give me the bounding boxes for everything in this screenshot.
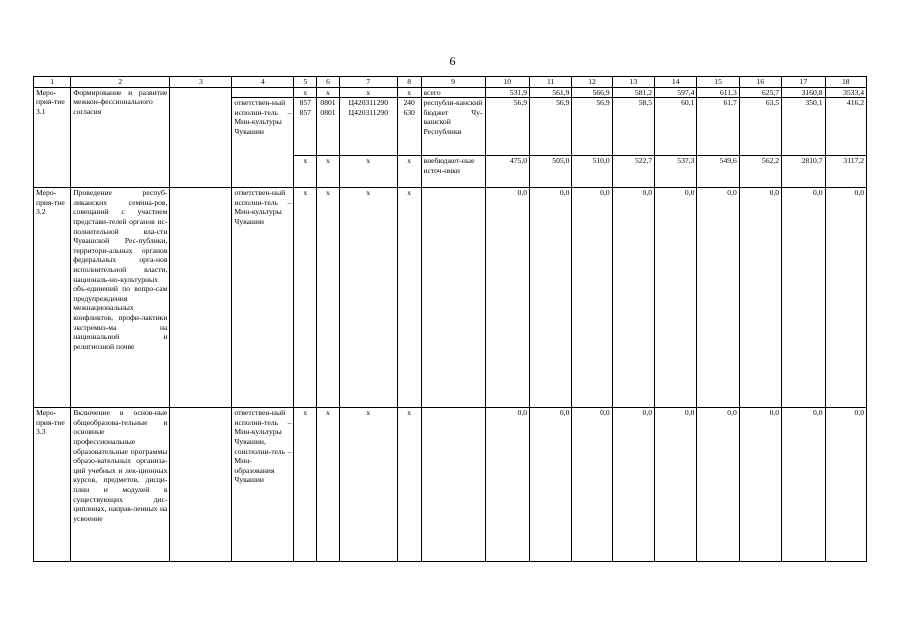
- budget-code-cell: 240 630: [397, 98, 421, 156]
- value-cell: 510,0: [572, 156, 612, 188]
- header-cell: 16: [739, 77, 781, 88]
- value-cell: 549,6: [697, 156, 739, 188]
- budget-code-cell: x: [294, 188, 317, 408]
- budget-code-cell: x: [317, 188, 340, 408]
- executor: ответствен-ный исполни-тель – Мин-культуры Чувашии: [232, 98, 294, 188]
- measure-name: Проведение респуб-ликанских семина-ров, совещаний с участием представи-телей органов ис-полнительной вла-сти Чувашской Рес-публики, территори-альных органов федеральных орга-нов исполнительной власти, националь-но-культурных объ-единений по вопро-сам предупреждения межнациональных конфликтов, профи-лактики экстремиз-ма на национальной и религиозной почве: [71, 188, 170, 408]
- value-cell: 0,0: [572, 408, 612, 562]
- value-cell: 537,3: [655, 156, 697, 188]
- empty-cell: [170, 408, 232, 562]
- value-cell: 61,7: [697, 98, 739, 156]
- funding-source: всего: [421, 87, 485, 98]
- budget-code-cell: x: [339, 156, 397, 188]
- budget-code-cell: x: [339, 408, 397, 562]
- value-cell: 0,0: [485, 188, 529, 408]
- value-cell: 0,0: [572, 188, 612, 408]
- empty-cell: [232, 87, 294, 98]
- value-cell: 0,0: [485, 408, 529, 562]
- budget-code-cell: x: [339, 87, 397, 98]
- funding-source: [421, 188, 485, 408]
- header-cell: 11: [530, 77, 572, 88]
- value-cell: 416,2: [825, 98, 866, 156]
- value-cell: 0,0: [530, 188, 572, 408]
- value-cell: 625,7: [739, 87, 781, 98]
- value-cell: 561,9: [530, 87, 572, 98]
- value-cell: 56,9: [530, 98, 572, 156]
- value-cell: 0,0: [739, 188, 781, 408]
- funding-source: внебюджет-ные источ-ники: [421, 156, 485, 188]
- header-cell: 6: [317, 77, 340, 88]
- budget-code-cell: x: [339, 188, 397, 408]
- header-cell: 7: [339, 77, 397, 88]
- value-cell: 522,7: [612, 156, 654, 188]
- executor: ответствен-ный исполни-тель – Мин-культуры Чувашии, соисполни-тель – Мин-образования Чувашии: [232, 408, 294, 562]
- measure-3-1-total-row: [34, 87, 867, 98]
- value-cell: 0,0: [530, 408, 572, 562]
- measure-3-3-row: [34, 408, 867, 562]
- header-cell: 17: [782, 77, 825, 88]
- value-cell: 0,0: [782, 188, 825, 408]
- header-cell: 15: [697, 77, 739, 88]
- value-cell: 0,0: [825, 408, 866, 562]
- value-cell: 0,0: [612, 188, 654, 408]
- value-cell: 63,5: [739, 98, 781, 156]
- value-cell: 0,0: [825, 188, 866, 408]
- value-cell: 531,9: [485, 87, 529, 98]
- value-cell: 611,3: [697, 87, 739, 98]
- budget-code-cell: x: [317, 87, 340, 98]
- budget-code-cell: Ц420311290 Ц420311290: [339, 98, 397, 156]
- value-cell: 0,0: [782, 408, 825, 562]
- budget-code-cell: x: [397, 87, 421, 98]
- value-cell: 3160,8: [782, 87, 825, 98]
- header-cell: 3: [170, 77, 232, 88]
- budget-code-cell: x: [294, 156, 317, 188]
- measure-name: Включение в основ-ные общеобразова-тельные и основные профессиональные образовательные программы образо-вательных организа-ций учебных и лек-ционных курсов, предметов, дисци-плин и модулей в существующих дис-циплинах, направ-ленных на усвоение: [71, 408, 170, 562]
- value-cell: 597,4: [655, 87, 697, 98]
- header-cell: 4: [232, 77, 294, 88]
- header-cell: 9: [421, 77, 485, 88]
- measure-code: Меро-прия-тие 3.3: [34, 408, 71, 562]
- budget-code-cell: x: [294, 408, 317, 562]
- value-cell: 56,9: [485, 98, 529, 156]
- budget-code-cell: x: [397, 188, 421, 408]
- value-cell: 0,0: [697, 188, 739, 408]
- measure-name: Формирование и развитие межкон-фессионального согласия: [71, 87, 170, 188]
- value-cell: 350,1: [782, 98, 825, 156]
- executor: ответствен-ный исполни-тель – Мин-культуры Чувашии: [232, 188, 294, 408]
- value-cell: 3117,2: [825, 156, 866, 188]
- budget-code-cell: 857 857: [294, 98, 317, 156]
- budget-code-cell: x: [317, 408, 340, 562]
- value-cell: 3533,4: [825, 87, 866, 98]
- empty-cell: [170, 188, 232, 408]
- value-cell: 0,0: [739, 408, 781, 562]
- value-cell: 60,1: [655, 98, 697, 156]
- value-cell: 56,9: [572, 98, 612, 156]
- value-cell: 58,5: [612, 98, 654, 156]
- value-cell: 0,0: [655, 408, 697, 562]
- header-cell: 10: [485, 77, 529, 88]
- value-cell: 566,9: [572, 87, 612, 98]
- header-cell: 1: [34, 77, 71, 88]
- header-cell: 12: [572, 77, 612, 88]
- funding-source: республи-канский бюджет Чу-вашской Республики: [421, 98, 485, 156]
- header-cell: 8: [397, 77, 421, 88]
- header-cell: 18: [825, 77, 866, 88]
- value-cell: 0,0: [655, 188, 697, 408]
- empty-cell: [170, 87, 232, 188]
- header-cell: 13: [612, 77, 654, 88]
- budget-code-cell: 0801 0801: [317, 98, 340, 156]
- header-cell: 14: [655, 77, 697, 88]
- budget-code-cell: x: [294, 87, 317, 98]
- measure-3-2-row: [34, 188, 867, 408]
- measure-code: Меро-прия-тие 3.2: [34, 188, 71, 408]
- value-cell: 2810,7: [782, 156, 825, 188]
- value-cell: 0,0: [697, 408, 739, 562]
- value-cell: 562,2: [739, 156, 781, 188]
- funding-source: [421, 408, 485, 562]
- header-cell: 2: [71, 77, 170, 88]
- column-number-row: [34, 77, 867, 88]
- value-cell: 505,0: [530, 156, 572, 188]
- measure-code: Меро-прия-тие 3.1: [34, 87, 71, 188]
- header-cell: 5: [294, 77, 317, 88]
- value-cell: 475,0: [485, 156, 529, 188]
- value-cell: 0,0: [612, 408, 654, 562]
- budget-code-cell: x: [397, 156, 421, 188]
- page-number: 6: [449, 54, 456, 68]
- budget-code-cell: x: [317, 156, 340, 188]
- financing-table: [33, 76, 867, 562]
- budget-code-cell: x: [397, 408, 421, 562]
- value-cell: 581,2: [612, 87, 654, 98]
